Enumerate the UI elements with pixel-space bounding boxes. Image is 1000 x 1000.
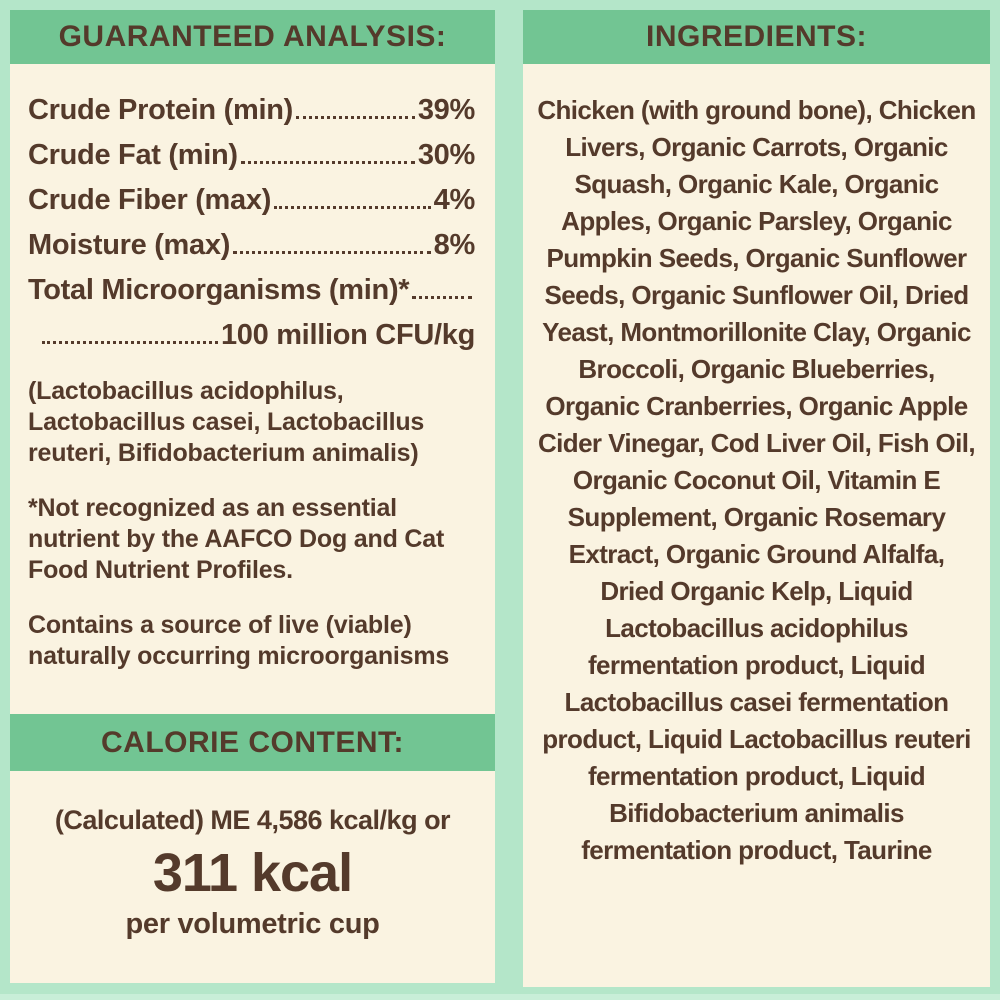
- ingredients-header: [523, 10, 990, 64]
- ingredients-list: Chicken (with ground bone), Chicken Livers, Organic Carrots, Organic Squash, Organic Kale, Organic Apples, Organic Parsley, Organic Pumpkin Seeds, Organic Sunflower Seeds, Organic Sunflower Oil, Dried Yeast, Montmorillonite Clay, Organic Broccoli, Organic Blueberries, Organic Cranberries, Organic Apple Cider Vinegar, Cod Liver Oil, Fish Oil, Organic Coconut Oil, Vitamin E Supplement, Organic Rosemary Extract, Organic Ground Alfalfa, Dried Organic Kelp, Liquid Lactobacillus acidophilus fermentation product, Liquid Lactobacillus casei fermentation product, Liquid Lactobacillus reuteri fermentation product, Liquid Bifidobacterium animalis fermentation product, Taurine: [537, 95, 976, 865]
- analysis-row-moisture: [28, 229, 475, 262]
- ingredients-panel: [523, 10, 990, 987]
- calorie-kcal-value: 311 kcal: [152, 843, 353, 903]
- analysis-label: Total Microorganisms (min)*: [28, 274, 410, 306]
- analysis-label: Moisture (max): [28, 229, 231, 261]
- analysis-value: 30%: [417, 139, 475, 171]
- microorganism-species-note: (Lactobacillus acidophilus, Lactobacillus casei, Lactobacillus reuteri, Bifidobacterium animalis): [28, 377, 425, 467]
- analysis-value: 4%: [433, 184, 475, 216]
- analysis-label: Crude Fat (min): [28, 139, 238, 171]
- live-microorganisms-note: Contains a source of live (viable) naturally occurring microorganisms: [28, 611, 450, 670]
- dot-leader: [42, 341, 218, 344]
- analysis-row-crude-fiber: [28, 184, 475, 217]
- dot-leader: [412, 296, 472, 299]
- analysis-label: Crude Protein (min): [28, 94, 293, 126]
- analysis-value: 8%: [433, 229, 475, 261]
- bottom-edge-strip: [0, 994, 1000, 1000]
- dot-leader: [274, 206, 431, 209]
- ingredients-title: INGREDIENTS:: [645, 20, 867, 53]
- calorie-calculated-line: (Calculated) ME 4,586 kcal/kg or: [54, 805, 451, 835]
- analysis-row-crude-fat: [28, 139, 475, 172]
- dot-leader: [241, 161, 415, 164]
- guaranteed-analysis-header: [10, 10, 495, 64]
- analysis-row-cfu-value: [28, 319, 475, 352]
- dot-leader: [233, 251, 431, 254]
- guaranteed-analysis-body: [10, 64, 495, 714]
- pet-food-label: [10, 10, 990, 987]
- dot-leader: [296, 116, 415, 119]
- analysis-value: 100 million CFU/kg: [220, 319, 475, 351]
- analysis-label: Crude Fiber (max): [28, 184, 272, 216]
- analysis-value: 39%: [417, 94, 475, 126]
- guaranteed-analysis-title: GUARANTEED ANALYSIS:: [58, 20, 447, 53]
- analysis-row-total-microorganisms: [28, 274, 475, 307]
- calorie-content-header: [10, 714, 495, 771]
- calorie-content-body: [10, 771, 495, 983]
- guaranteed-analysis-panel: [10, 10, 495, 983]
- calorie-content-title: CALORIE CONTENT:: [101, 725, 404, 759]
- aafco-note: *Not recognized as an essential nutrient by the AAFCO Dog and Cat Food Nutrient Profiles.: [28, 494, 445, 584]
- calorie-per-cup-line: per volumetric cup: [125, 908, 380, 940]
- analysis-row-crude-protein: [28, 94, 475, 127]
